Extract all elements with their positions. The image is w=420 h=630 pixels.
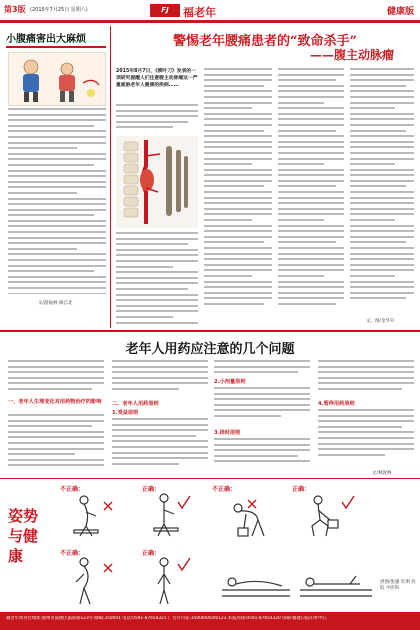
page-header [0, 0, 420, 22]
header-divider [0, 20, 420, 23]
second-article-subhead-5: 3.择时原则 [214, 430, 241, 436]
second-article-subhead-3: 1.受益原则 [112, 410, 139, 416]
column-divider [110, 26, 111, 328]
footer-info: 福老年周刊社地址:福州市鼓楼区鼓屏路123号 邮编:350001 电话:0591-87654321 广告许可证:3500004000123 本报热线:0591-87654320 印刷:福建日报印务中心 [6, 616, 327, 621]
masthead-logo [150, 2, 260, 19]
second-article-col3-body-b [214, 387, 310, 427]
left-article-byline: 文/游福林 摘自北 [38, 301, 73, 306]
cartoon-illustration [8, 52, 106, 106]
posture-label-5: 不正确： [60, 550, 85, 557]
main-article-subtitle: ——腹主动脉瘤 [309, 48, 394, 62]
posture-label-3: 不正确： [212, 486, 237, 493]
posture-label-4: 正确： [292, 486, 311, 493]
posture-illustrations [0, 480, 420, 610]
second-article-subhead-4: 2.小剂量原则 [214, 379, 246, 385]
main-article-col4-body [350, 68, 414, 314]
main-article-col2-body [204, 68, 272, 326]
posture-label-2: 正确： [142, 486, 161, 493]
section-title: 健康版 [386, 7, 414, 17]
main-article-col1-body [116, 232, 198, 326]
second-article-col2-body [112, 360, 208, 398]
second-article-col4-body [318, 360, 414, 398]
section-divider [0, 330, 420, 332]
second-article-col1-body [8, 360, 104, 398]
second-article-col4-body-b [318, 409, 414, 467]
second-article-subhead-1: 一、老年人生理变化对用药物治疗的影响 [8, 399, 102, 405]
second-article-title: 老年人用药应注意的几个问题 [125, 342, 295, 357]
posture-divider [0, 478, 420, 479]
page-number: 第3版 [4, 5, 26, 14]
posture-credit: 供图/张强 红明 医院 中医科 [380, 580, 416, 591]
second-article-subhead-6: 4.暂停用药原则 [318, 401, 355, 407]
main-article-lede: 2015年8月7日，《柳叶刀》发表的一项研究提醒人们注意腹主动脉瘤这一严重威胁老年人健康的疾病…… [116, 69, 198, 88]
main-article-title: 警惕老年腰痛患者的“致命杀手” [173, 34, 357, 49]
second-article-col2-body-b [112, 418, 208, 474]
main-article-lede-continued [116, 104, 198, 132]
spine-aorta-image [116, 136, 198, 228]
main-article-byline: 文、图/金华升 [366, 319, 395, 324]
main-article-col3-body [278, 68, 344, 326]
issue-date: (2015年7月25日 星期六) [30, 7, 88, 13]
second-article-col3-body [214, 360, 310, 376]
left-article-body [8, 108, 106, 294]
logo-name: 福老年 [183, 6, 216, 19]
second-article-byline: 文/林敦林 [372, 471, 392, 476]
second-article-subhead-2: 二、老年人用药原则 [112, 401, 159, 407]
posture-section-title: 姿势与健康 [8, 507, 39, 565]
left-article-title: 小腹痛害出大麻烦 [6, 34, 86, 45]
posture-label-6: 正确： [142, 550, 161, 557]
second-article-col3-body-c [214, 438, 310, 474]
second-article-col1-body-b [8, 414, 104, 474]
page-footer [0, 612, 420, 630]
logo-tag: FJ [150, 4, 180, 17]
posture-label-1: 不正确： [60, 486, 85, 493]
left-article-rule [6, 46, 106, 48]
